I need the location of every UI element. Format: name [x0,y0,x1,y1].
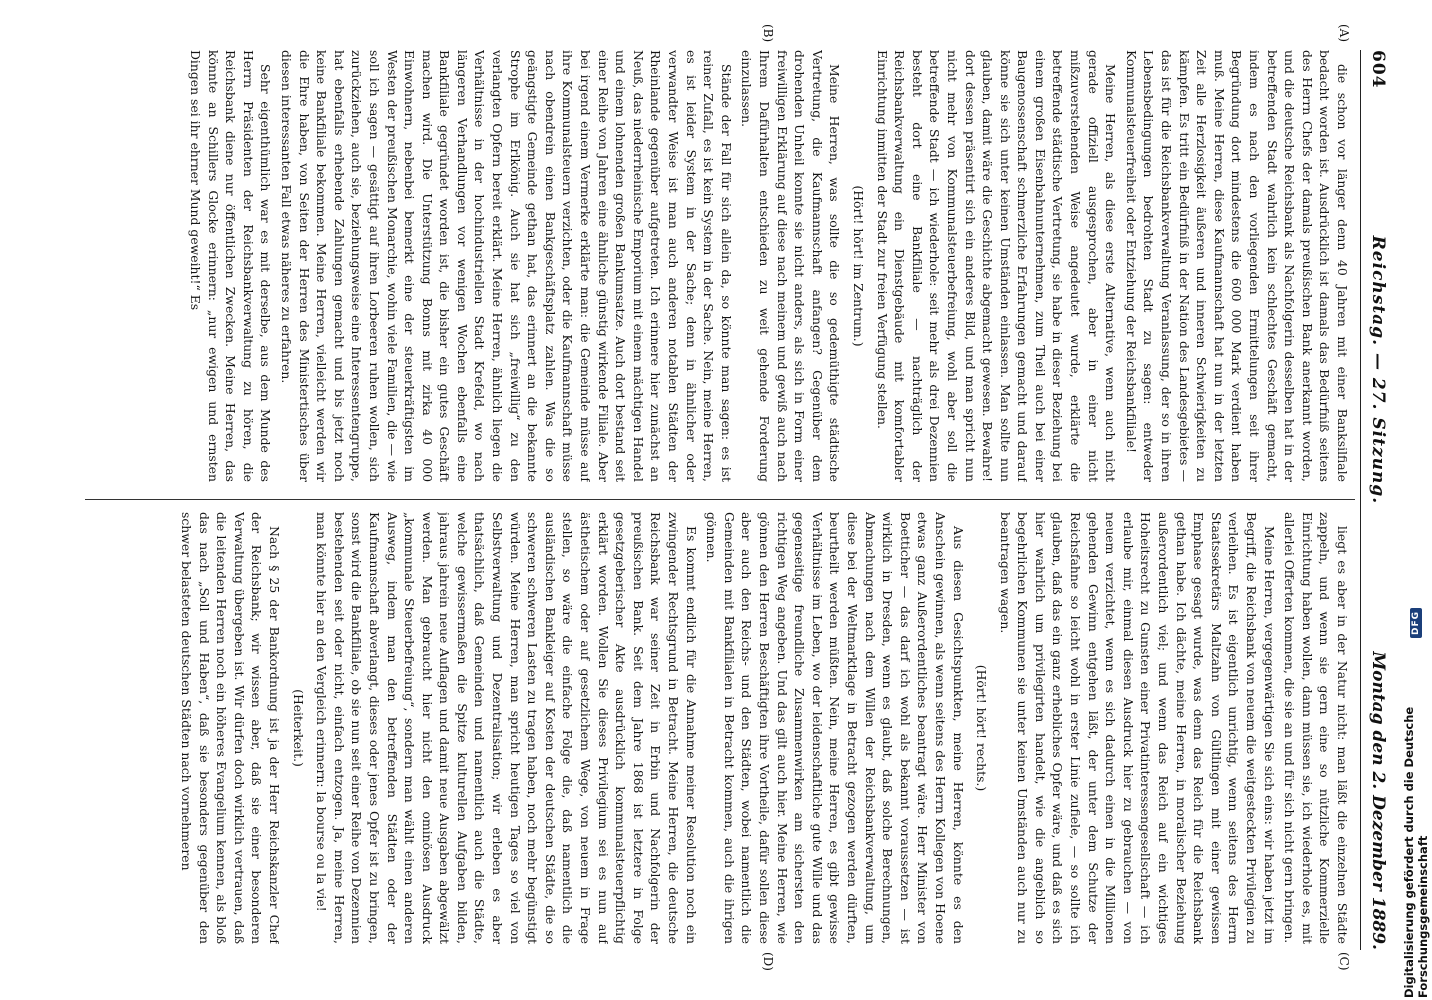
margin-marker-d: (D) [761,952,775,971]
paragraph: Sehr eigenthümlich war es mit derselbe, aus dem Munde des Herrn Präsidenten der Reichsbankverwaltung zu hören, die Reichsbank diene nur öffentlichen Zwecken. Meine Herren, das könnte an Schillers Glocke erinnern: „nur ewigen und ernsten Dingen sei ihr ehrner Mund geweiht!“ Es [188,50,274,482]
page-number: 604 [1368,50,1388,89]
paragraph: liegt es aber in der Natur nicht: man läßt die einzelnen Städte zappeln, und wenn sie gern eine so nützliche Kommerzielle Einrichtung haben wollen, dann müssen sie, ich wiederhole es, mit allerlei Offerten kommen, die sie an und für sich nicht gern bringen. [1282,512,1350,944]
page-header [1360,50,1395,950]
paragraph: Es kommt endlich für die Annahme meiner Resolution noch ein zwingender Rechtsgrund in Betracht. Meine Herren, die deutsche Reichsbank war seiner Zeit in Erbin und Nachfolgerin der preußischen Bank. Seit dem Jahre 1868 ist letztere in Folge gesetzgeberischer Akte ausdrücklich kommunalsteuerpflichtig erklärt worden. Wollen Sie dieses Privilegium sei es nun auf ästhetischem oder auf gesetzlichem Wege, von neuem in Frage stellen, so wäre die einfache Folge die, daß namentlich die ausländischen Bankleiger auf Kosten der deutschen Städte, die so schweren schweren Lasten zu tragen haben, noch mehr begünstigt würden. Meine Herren, man spricht heutigen Tages so viel von Selbstverwaltung und Dezentralisation; wir erleben es aber thatsächlich, daß Gemeinden und namentlich auch die Städte, welche gewissermaßen die Spitze kulturellen Aufgaben bilden, jahraus jahrein neue Auflagen und damit neue Ausgaben abgewälzt werden. Man gebraucht hier nicht den ominösen Ausdruck „kommunale Steuerbefreiung“, sondern man wählt einen anderen Ausweg, indem man den betreffenden Städten oder der Kaufmannschaft abverlangt, dieses oder jenes Opfer ist zu bringen, sonst wird die Bankfiliale, ob sie nun seit einer Reihe von Dezennien bestehenden seit oder nicht, einfach entzogen. Ja, meine Herren, man könnte hier an den Vergleich erinnern: la bourse ou la vie! [314,512,699,944]
document-page [75,24,1395,971]
paragraph: Aus diesen Gesichtspunkten, meine Herren, könnte es den Anschein gewinnen, als wenn seitens des Herrn Kollegen von Hoene etwas ganz Außerordentliches beantragt wäre. Herr Minister von Boetticher — das darf ich wohl als bekannt voraussetzen — ist wirklich in Dresden, wenn es glaubt, daß solche Berechnungen, Abmachungen nach dem Willen der Reichsbankverwaltung, um diese bei der Weltmarktlage in Betracht gezogen werden dürften, beurtheilt werden müßten. Nein, meine Herren, es gibt gewisse Verhältnisse im Leben, wo der leidenschaftliche gute Wille und das gegenseitige freundliche Zusammenwirken am sichersten den richtigen Weg angeben. Und das gilt auch hier. Meine Herren, wie gönnen den Herren Beschäftigten ihre Vortheile, dafür sollen diese aber auch den Reichs- und den Städten, wobei namentlich die Gemeinden mit Bankfilialen in Betracht kommen, auch die ihrigen gönnen. [704,512,966,944]
paragraph: Meine Herren, als diese erste Alternative, wenn auch nicht gerade offiziell ausgesprochen, aber in einer nicht mißzuverstehenden Weise angedeutet wurde, erklärte die betreffende städtische Vertretung, sie habe in dieser Beziehung bei einem großen Eisenbahnunternehmen, zum Theil auch bei einer Baugenossenschaft schmerzliche Erfahrungen gemacht und darauf könne sie sich unter keinen Umständen einlassen. Man sollte nun glauben, damit wäre die Geschichte abgemacht gewesen. Bewahre! dort dessen präsentirt sich ein anderes Bild, und man spricht nun nicht mehr von Kommunalsteuerbefreiung, wohl aber soll die betreffende Stadt — ich wiederhole: seit mehr als drei Dezennien besteht dort eine Bankfiliale — nachträglich der Reichsbankverwaltung ein Dienstgebäude mit komfortabler Einrichtung inmitten der Stadt zur freien Verfügung stellen. [874,50,1119,482]
dfg-logo-icon: DFG [1410,608,1422,638]
margin-marker-b: (B) [761,24,775,43]
paragraph: Meine Herren, was sollte die so gedemüthigte städtische Vertretung, die Kaufmannschaft anfangen? Gegenüber dem drohenden Unheil konnte sie nicht anders, als sich in Form einer freiwilligen Erklärung auf diese nach meinem und gewiß auch nach Ihrem Dafürhalten entschieden zu weit gehende Forderung einzulassen. [739,50,843,482]
paragraph: Meine Herren, vergegenwärtigen Sie sich eins: wir haben jetzt im Begriff, die Reichsbank von neuem die weitgesteckten Privilegien zu verleihen. Es ist eigentlich unrichtig, wenn seitens des Herrn Staatssekretärs Maltzahn von Gültlingen mit einer gewissen Emphase gesagt wurde, was denn das Reich für die Reichsbank gethan habe. Ich dächte, meine Herren, in moralischer Beziehung außerordentlich viel; und wenn das Reich auf ein wichtiges Hoheitsrecht zu Gunsten einer Privatinteressengesellschaft — ich erlaube mir, einmal diesen Ausdruck hier zu gebrauchen — von neuem verzichtet, wenn es sich dadurch einen in die Millionen gehenden Gewinn entgehen läßt, der unter dem Schutze der Reichsfahne so leicht wohl in erster Linie zufiele, — so sollte ich glauben, daß das ein ganz erhebliches Opfer wäre, und daß es sich hier wahrlich um privilegirten handelt, wie die angeblich so begehrlichen Kommunen sie unter keinen Umständen auch nur zu beantragen wagen. [997,512,1277,944]
paragraph: Stände der Fall für sich allein da, so könnte man sagen: es ist reiner Zufall, es ist kein System in der Sache. Nein, meine Herren, es ist leider System in der Sache; denn in ähnlicher oder verwandter Weise ist man auch anderen notablen Städten der Rheinlande gegenüber aufgetreten. Ich erinnere hier zunächst an Neuß, das niederrheinische Emporium mit einem mächtigen Handel und einem lohnenden großen Bankumsatze. Auch dort bestand seit einer Reihe von Jahren eine ähnliche günstig wirkende Filiale. Aber bei irgend einem Vermerke erklärte man: die Gemeinde müsse auf ihre Kommunalsteuern verzichten, oder die Kaufmannschaft müsse nach obendrein einen Bankgeschäftsplatz zahlen. Was die so geängstigte Gemeinde gethan hat, das erinnert an die bekannte Strophe im Erlkönig. Auch sie hat sich „freiwillig“ zu den verlangten Opfern bereit erklärt. Meine Herren, ähnlich liegen die Verhältnisse in der hochindustriellen Stadt Krefeld, wo nach längeren Verhandlungen vor wenigen Wochen ebenfalls eine Bankfiliale gegründet worden ist, die bisher ein gutes Geschäft machen wird. Die Unterstützung Bonns mit zirka 40 000 Einwohnern, nebenbei bemerkt eine der steuerkräftigsten im Westen der preußischen Monarchie, wohin viele Familien, die — wie soll ich sagen — gesättigt auf ihren Lorbeeren ruhen wollen, sich zurückziehen, auch sie, beziehungsweise eine Interessentengruppe, hat ebenfalls erhebende Zahlungen gemacht und bis jetzt noch keine Bankfiliale bekommen. Meine Herren, vielleicht werden wir die Ehre haben, von Seiten der Herren des Ministertisches über diesen interessanten Fall etwas näheres zu erfahren. [278,50,734,482]
page-date: Montag den 2. Dezember 1889. [1368,651,1388,950]
right-column [91,512,1351,944]
paragraph: die schon vor länger denn 40 Jahren mit einer Banksilfiale bedacht worden ist. Ausdrücklich ist damals das Bedürfniß seitens des Herrn Chefs der damals preußischen Bank anerkannt worden, und die deutsche Reichsbank als Nachfolgerin desselben hat in der betreffenden Stadt wahrlich kein schlechtes Geschäft gemacht, indem es nach den vorliegenden Ermittelungen seit ihrer Begründung dort mindestens die 600 000 Mark verdient haben muß. Meine Herren, diese Kaufmannschaft hat nun in der letzten Zeit alle Herzlosigkeit äußeren und inneren Schwierigkeiten zu kämpfen. Es tritt ein Bedürfniß in der Nation des Landesgebietes — das ist für die Reichsbankverwaltung Veranlassung, der so in ihren Lebensbedingungen bedrohten Stadt zu sagen: entweder Kommunalsteuerfreiheit oder Entziehung der Reichsbankfiliale! [1123,50,1350,482]
left-column [91,50,1351,482]
margin-marker-c: (C) [1337,952,1351,971]
footer-text: Digitalisierung gefördert durch die Deutsche Forschungsgemeinschaft [1402,706,1430,998]
column-divider [85,499,1355,500]
footer [1402,608,1430,998]
footer-strip [1402,608,1430,998]
interjection: (Hört! hört! rechts.) [974,664,990,792]
interjection: (Hört! hört! im Zentrum.) [850,185,866,347]
interjection: (Heiterkeit.) [290,689,306,767]
page-title: Reichstag. — 27. Sitzung. [1368,235,1388,505]
margin-marker-a: (A) [1337,24,1351,43]
paragraph: Nach § 25 der Bankordnung ist ja der Herr Reichskanzler Chef der Reichsbank; wir wissen aber, daß sie einer besonderen Verwaltung übergeben ist. Wir dürfen doch wirklich vertrauen, daß die leitenden Herren noch ein höheres Evangelium kennen, als bloß das nach „Soll und Haben“, daß sie besonders gegenüber den schwer belasteten deutschen Städten nach vornehmeren [179,512,282,944]
